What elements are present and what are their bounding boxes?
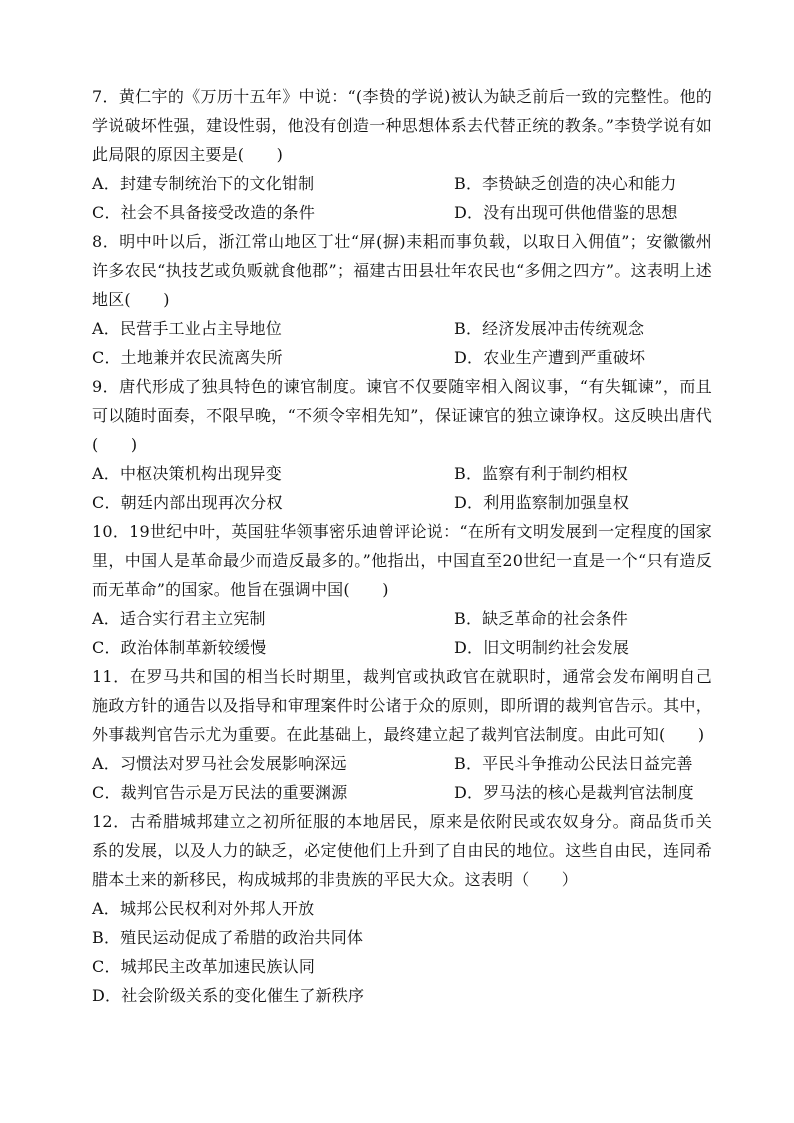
option-c[interactable]: C．朝廷内部出现再次分权 xyxy=(92,493,283,512)
question-9 xyxy=(92,372,712,517)
options-list xyxy=(92,894,712,1010)
option-d[interactable]: D．罗马法的核心是裁判官法制度 xyxy=(454,783,694,802)
question-stem: 9．唐代形成了独具特色的谏官制度。谏官不仅要随宰相入阁议事，“有失辄谏”，而且可以随时面奏，不限早晚，“不须令宰相先知”，保证谏官的独立谏诤权。这反映出唐代( ) xyxy=(92,377,712,454)
question-7 xyxy=(92,82,712,227)
question-stem: 11．在罗马共和国的相当长时期里，裁判官或执政官在就职时，通常会发布阐明自己施政方针的通告以及指导和审理案件时公诸于众的原则，即所谓的裁判官告示。其中，外事裁判官告示尤为重要。在此基础上，最终建立起了裁判官法制度。由此可知( ) xyxy=(92,667,712,744)
option-c[interactable]: C．城邦民主改革加速民族认同 xyxy=(92,957,316,976)
question-12 xyxy=(92,807,712,1010)
question-stem: 8．明中叶以后，浙江常山地区丁壮“屏(摒)耒耜而事负载，以取日入佣值”；安徽徽州许多农民“执技艺或负贩就食他郡”；福建古田县壮年农民也“多佣之四方”。这表明上述地区( ) xyxy=(92,232,712,309)
question-stem: 7．黄仁宇的《万历十五年》中说：“(李贽的学说)被认为缺乏前后一致的完整性。他的学说破坏性强，建设性弱，他没有创造一种思想体系去代替正统的教条。”李贽学说有如此局限的原因主要是( ) xyxy=(92,87,712,164)
option-b[interactable]: B．缺乏革命的社会条件 xyxy=(454,609,628,628)
option-d[interactable]: D．旧文明制约社会发展 xyxy=(454,638,630,657)
option-b[interactable]: B．经济发展冲击传统观念 xyxy=(454,319,645,338)
option-a[interactable]: A．民营手工业占主导地位 xyxy=(92,319,282,338)
option-c[interactable]: C．社会不具备接受改造的条件 xyxy=(92,203,316,222)
question-10 xyxy=(92,517,712,662)
option-a[interactable]: A．封建专制统治下的文化钳制 xyxy=(92,174,315,193)
option-a[interactable]: A．城邦公民权利对外邦人开放 xyxy=(92,899,315,918)
options-grid xyxy=(92,749,712,807)
option-d[interactable]: D．社会阶级关系的变化催生了新秩序 xyxy=(92,986,365,1005)
exam-page xyxy=(92,82,712,1010)
options-grid xyxy=(92,459,712,517)
option-b[interactable]: B．监察有利于制约相权 xyxy=(454,464,628,483)
option-a[interactable]: A．中枢决策机构出现异变 xyxy=(92,464,282,483)
option-b[interactable]: B．平民斗争推动公民法日益完善 xyxy=(454,754,693,773)
option-b[interactable]: B．殖民运动促成了希腊的政治共同体 xyxy=(92,928,364,947)
option-c[interactable]: C．土地兼并农民流离失所 xyxy=(92,348,283,367)
option-a[interactable]: A．习惯法对罗马社会发展影响深远 xyxy=(92,754,347,773)
question-11 xyxy=(92,662,712,807)
question-stem: 12．古希腊城邦建立之初所征服的本地居民，原来是依附民或农奴身分。商品货币关系的发展，以及人力的缺乏，必定使他们上升到了自由民的地位。这些自由民，连同希腊本土来的新移民，构成城邦的非贵族的平民大众。这表明（ ） xyxy=(92,812,712,889)
options-grid xyxy=(92,604,712,662)
option-c[interactable]: C．裁判官告示是万民法的重要渊源 xyxy=(92,783,348,802)
option-c[interactable]: C．政治体制革新较缓慢 xyxy=(92,638,267,657)
option-a[interactable]: A．适合实行君主立宪制 xyxy=(92,609,266,628)
options-grid xyxy=(92,314,712,372)
options-grid xyxy=(92,169,712,227)
question-stem: 10．19世纪中叶，英国驻华领事密乐迪曾评论说：“在所有文明发展到一定程度的国家里，中国人是革命最少而造反最多的。”他指出，中国直至20世纪一直是一个“只有造反而无革命”的国家。他旨在强调中国( ) xyxy=(92,522,712,599)
option-d[interactable]: D．没有出现可供他借鉴的思想 xyxy=(454,203,678,222)
question-8 xyxy=(92,227,712,372)
option-d[interactable]: D．农业生产遭到严重破坏 xyxy=(454,348,646,367)
option-d[interactable]: D．利用监察制加强皇权 xyxy=(454,493,630,512)
option-b[interactable]: B．李贽缺乏创造的决心和能力 xyxy=(454,174,677,193)
